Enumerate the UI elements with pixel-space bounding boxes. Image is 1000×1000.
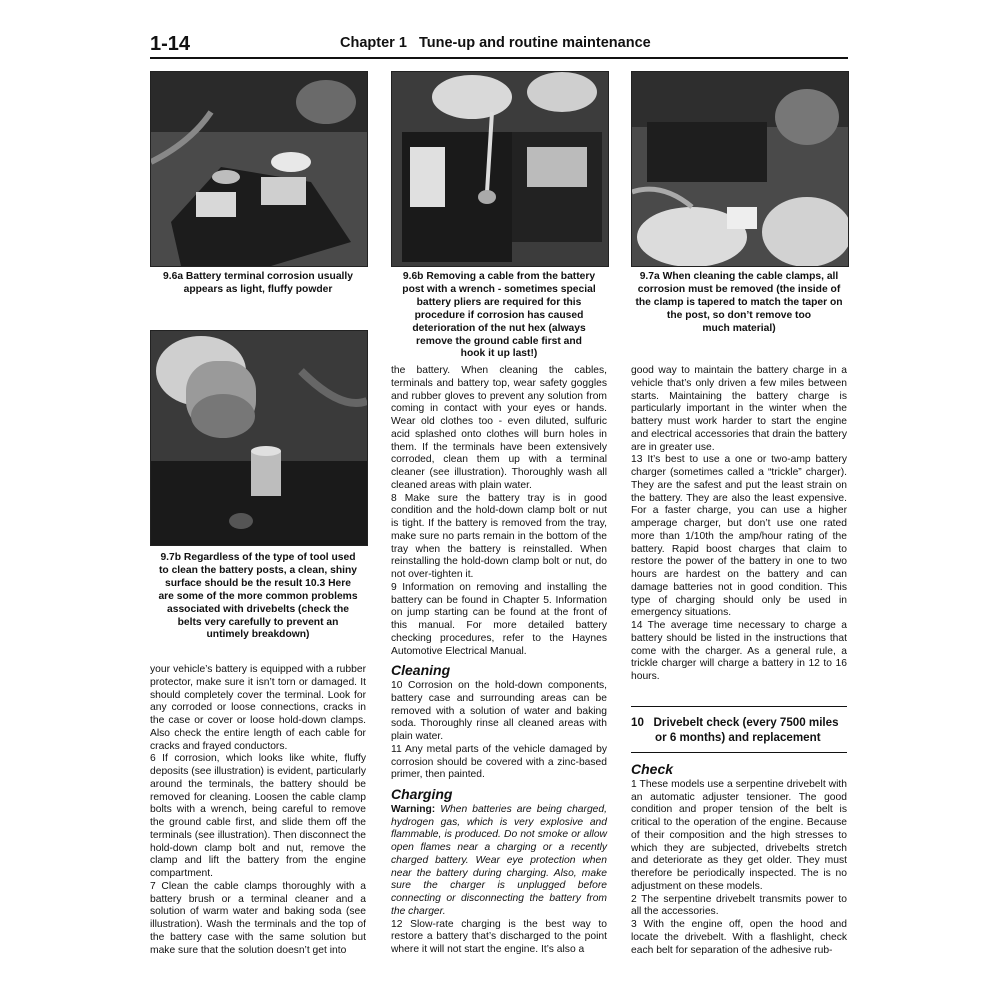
caption-line: much material) [702, 322, 776, 334]
column-1-text [150, 664, 366, 957]
caption-line: untimely breakdown) [206, 629, 310, 641]
caption-line: appears as light, fluffy powder [183, 283, 333, 295]
caption-line: surface should be the result 10.3 Here [165, 577, 351, 589]
check-subsection [631, 759, 847, 957]
caption-line: 9.6a Battery terminal corrosion usually [163, 271, 353, 282]
paragraph-11: 11 Any metal parts of the vehicle damaged by corrosion should be covered with a zinc-based primer, then painted. [391, 743, 607, 781]
caption-9-7a [627, 271, 851, 336]
section-10-heading [631, 716, 847, 745]
warning-label: Warning: [391, 803, 436, 815]
caption-line: corrosion must be removed (the inside of [637, 283, 841, 295]
caption-line: post with a wrench - sometimes special [402, 283, 596, 295]
caption-line: 9.7a When cleaning the cable clamps, all [639, 271, 839, 282]
caption-line: battery pliers are required for this [416, 296, 582, 308]
paragraph-12: 12 Slow-rate charging is the best way to restore a battery that’s discharged to the point where it will not start the engine. It’s also a [391, 918, 607, 955]
paragraph-13: 13 It’s best to use a one or two-amp battery charger (sometimes called a “trickle” charger). They are the safest and put the least strain on the battery. They are also the least expensive. For a faster charge, you can use a higher amperage charger, but don’t use one rated more than 1/10th the amp/hour rating of the battery. Rapid boost charges that claim to restore the power of the battery in one to two hours are hardest on the battery and can damage batteries not in good condition. This type of charging should only be used in emergency situations. [631, 454, 847, 619]
warning-text: When batteries are being charged, hydrogen gas, which is very explosive and flammable, is produced. Do not smoke or allow open flames near a charging or a recently charged battery. Wear eye protection when near the battery during charging. Also, make sure the charger is unplugged before connecting or disconnecting the battery from the charger. [391, 803, 607, 917]
paragraph-9: 9 Information on removing and installing the battery can be found in Chapter 5. Information on jump starting can be found at the front of this manual. For more detailed battery checking procedures, refer to the Haynes Automotive Electrical Manual. [391, 581, 607, 657]
paragraph-check-3: 3 With the engine off, open the hood and locate the drivebelt. With a flashlight, check each belt for separation of the adhesive rub- [631, 919, 847, 956]
caption-line: the post, so don’t remove too [666, 309, 812, 321]
paragraph-10: 10 Corrosion on the hold-down components, battery case and surrounding areas can be removed with a solution of water and baking soda. Thoroughly rinse all cleaned areas with plain water. [391, 680, 607, 742]
section-heading-line-2: or 6 months) and replacement [655, 730, 821, 744]
caption-line: procedure if corrosion has caused [414, 309, 584, 321]
page-number: 1-14 [150, 33, 191, 55]
caption-line: deterioration of the nut hex (always [412, 322, 586, 334]
caption-line: hook it up last!) [460, 348, 538, 360]
column-3-text [631, 365, 847, 684]
caption-9-7b [146, 552, 370, 642]
header-rule [150, 57, 848, 59]
section-rule-top [631, 706, 847, 707]
caption-line: 9.6b Removing a cable from the battery [402, 271, 596, 282]
paragraph-check-1: 1 These models use a serpentine drivebelt with an automatic adjuster tensioner. The good condition and proper tension of the belt is critical to the operation of the engine. Because of their composition and the high stresses to which they are subjected, drivebelts stretch and deteriorate as they get older. They must therefore be periodically inspected. The is no adjustment on these models. [631, 778, 847, 892]
caption-line: the clamp is tapered to match the taper on [635, 296, 843, 308]
column-2-text [391, 365, 607, 957]
caption-line: are some of the more common problems [158, 590, 358, 602]
section-heading-line-1: 10 Drivebelt check (every 7500 miles [631, 716, 839, 729]
caption-line: associated with drivebelts (check the [167, 603, 349, 615]
section-rule-bottom [631, 752, 847, 753]
caption-9-6b [391, 271, 607, 361]
paragraph-7: 7 Clean the cable clamps thoroughly with a battery brush or a terminal cleaner and a solution of warm water and baking soda (see illustration). Wash the terminals and the top of the battery case with the same solution but make sure that the solution doesn’t get into [150, 880, 366, 956]
paragraph: good way to maintain the battery charge in a vehicle that’s only driven a few miles between starts. Maintaining the battery charge is particularly important in the winter when the battery must work harder to start the engine and electrical accessories that drain the battery are in greater use. [631, 365, 847, 453]
caption-line: belts very carefully to prevent an [177, 616, 339, 628]
chapter-title: Chapter 1 Tune-up and routine maintenance [340, 35, 651, 51]
paragraph: the battery. When cleaning the cables, terminals and battery top, wear safety goggles and rubber gloves to prevent any solution from coming in contact with your eyes or hands. Wear old clothes too - even diluted, sulfuric acid splashed onto clothes will burn holes in them. If the terminals have been extensively corroded, clean them up with a terminal cleaner (see illustration). Thoroughly wash all cleaned areas with plain water. [391, 365, 607, 491]
heading-cleaning: Cleaning [391, 662, 451, 679]
paragraph-check-2: 2 The serpentine drivebelt transmits power to all the accessories. [631, 893, 847, 918]
paragraph-14: 14 The average time necessary to charge a battery should be listed in the instructions that come with the charger. As a general rule, a trickle charger will charge a battery in 12 to 16 hours. [631, 620, 847, 682]
caption-line: to clean the battery posts, a clean, shiny [159, 564, 357, 576]
heading-charging: Charging [391, 786, 453, 802]
photo-9-7a [631, 71, 849, 267]
warning-paragraph [391, 804, 607, 919]
paragraph-6: 6 If corrosion, which looks like white, fluffy deposits (see illustration) is evident, particularly around the terminals, the battery should be removed for cleaning. Loosen the cable clamp bolts with a wrench, being careful to remove the ground cable first, and slide them off the terminals (see illustration). Then disconnect the hold-down clamp bolt and nut, remove the clamp and lift the battery from the engine compartment. [150, 753, 366, 879]
photo-9-6b [391, 71, 609, 267]
paragraph-8: 8 Make sure the battery tray is in good condition and the hold-down clamp bolt or nut is tight. If the battery is removed from the tray, make sure no parts remain in the bottom of the tray when the battery is reinstalled. When reinstalling the hold-down clamp bolt or nut, do not over-tighten it. [391, 492, 607, 580]
photo-9-7b [150, 330, 368, 546]
paragraph: your vehicle’s battery is equipped with a rubber protector, make sure it isn’t torn or damaged. It should completely cover the terminal. Look for any corroded or loose connections, cracks in the case or cover or loose hold-down clamps. Also check the entire length of each cable for cracks and frayed conductors. [150, 664, 366, 752]
caption-9-6a [150, 271, 366, 297]
caption-line: remove the ground cable first and [416, 335, 582, 347]
heading-check: Check [631, 761, 674, 777]
photo-9-6a [150, 71, 368, 267]
caption-line: 9.7b Regardless of the type of tool used [160, 552, 356, 563]
